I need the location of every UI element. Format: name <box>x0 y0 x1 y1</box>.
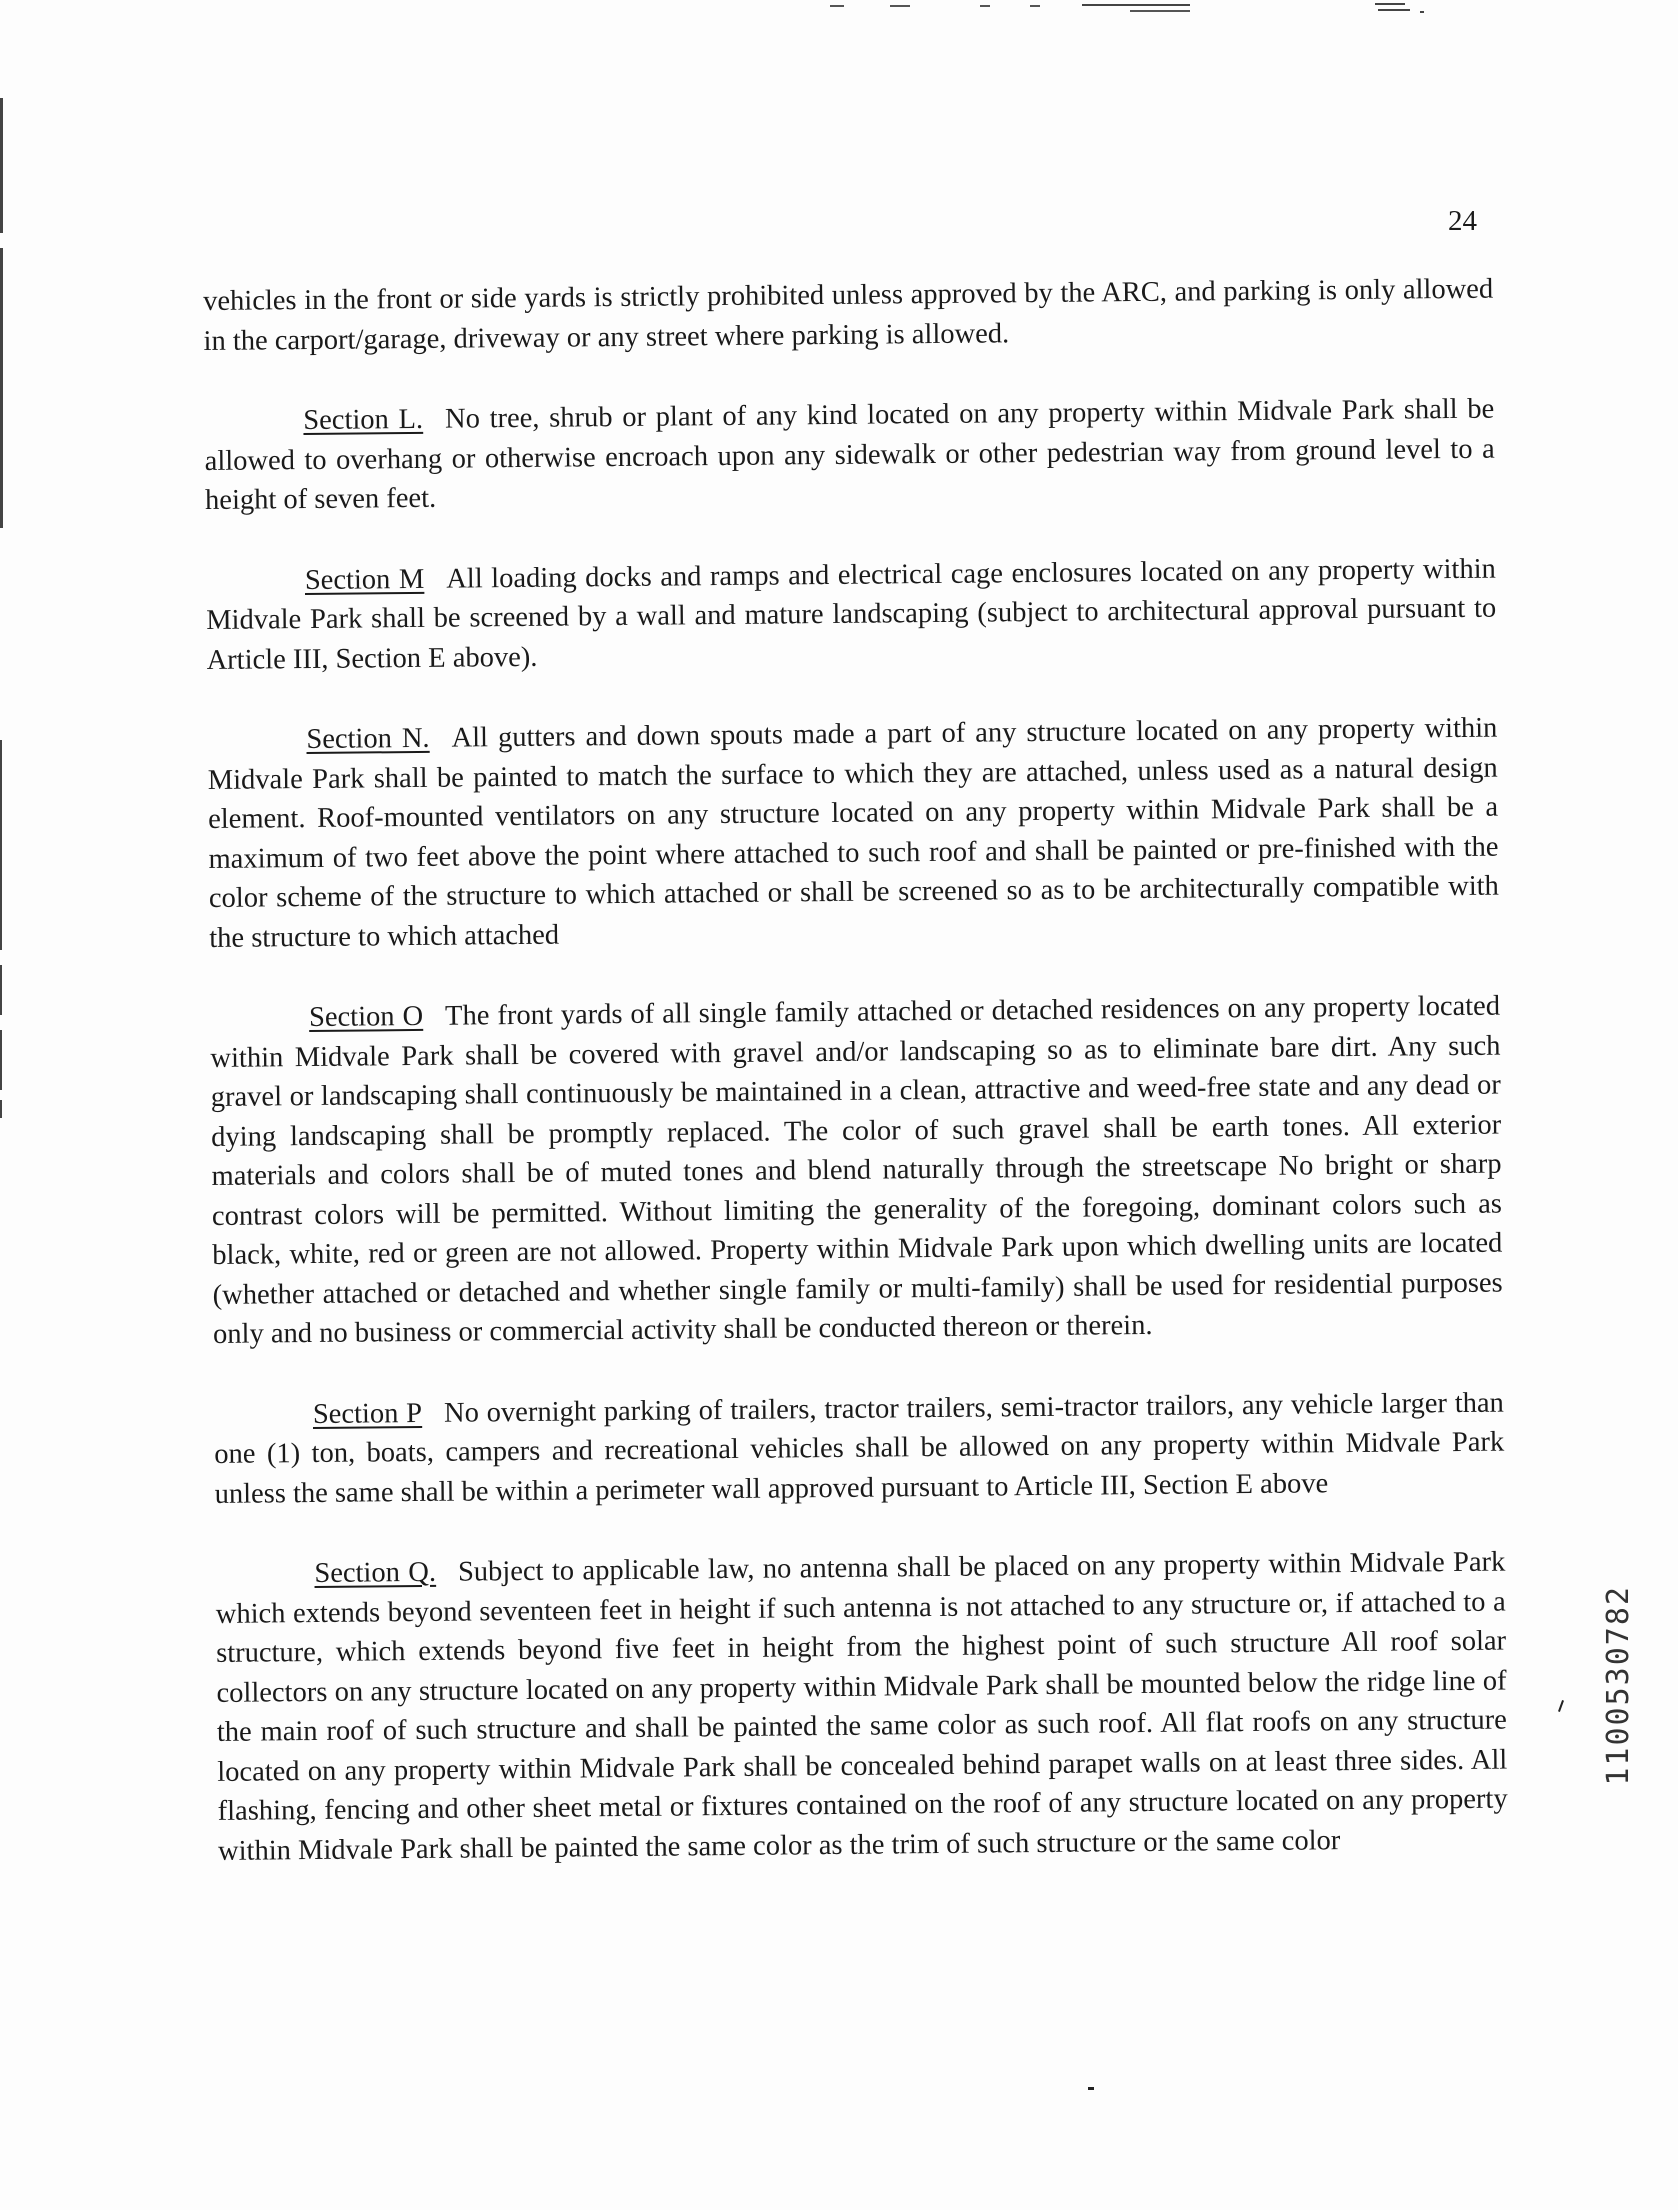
section-paragraph <box>204 390 1495 521</box>
page-number: 24 <box>1448 205 1477 237</box>
stray-mark <box>1088 2087 1094 2090</box>
section-heading: Section L. <box>303 403 424 437</box>
section-text: vehicles in the front or side yards is strictly prohibited unless approved by the ARC, and parking is only allowed in the carport/garage, driveway or any street where parking is allowed. <box>203 273 1494 357</box>
left-edge-artifact <box>0 1100 2 1118</box>
section-paragraph <box>210 987 1503 1355</box>
left-edge-artifact <box>0 1030 2 1090</box>
left-edge-artifact <box>0 248 3 528</box>
section-text: No tree, shrub or plant of any kind located on any property within Midvale Park shall be allowed to overhang or otherwise encroach upon any sidewalk or other pedestrian way from ground level to a height of seven feet. <box>204 393 1495 516</box>
scan-artifact-top <box>830 0 1450 16</box>
left-edge-artifact <box>0 965 2 1015</box>
section-text: The front yards of all single family attached or detached residences on any property located within Midvale Park shall be covered with gravel and/or landscaping so as to eliminate bare dirt. Any such gravel or landscaping shall continuously be maintained in a clean, attractive and weed-free state and any dead or dying landscaping shall be promptly replaced. The color of such gravel shall be earth tones. All exterior materials and colors shall be of muted tones and blend naturally through the streetscape No bright or sharp contrast colors will be permitted. Without limiting the generality of the foregoing, dominant colors such as black, white, red or green are not allowed. Property within Midvale Park upon which dwelling units are located (whether attached or detached and whether single family or multi-family) shall be used for residential purposes only and no business or commercial activity shall be conducted thereon or therein. <box>210 990 1503 1350</box>
continuation-paragraph <box>203 270 1494 361</box>
section-heading: Section N. <box>306 722 430 756</box>
section-text: All loading docks and ramps and electrical cage enclosures located on any property within Midvale Park shall be screened by a wall and mature landscaping (subject to architectural approval pursuant to Article III, Section E above). <box>206 553 1497 676</box>
section-paragraph <box>207 709 1499 958</box>
section-heading: Section P <box>312 1397 423 1430</box>
section-text: Subject to applicable law, no antenna shall be placed on any property within Midvale Park which extends beyond seventeen feet in height if such antenna is not attached to any structure or, if attached to a structure, which extends beyond five feet in height from the highest point of such structure All roof solar collectors on any structure located on any property within Midvale Park shall be mounted below the ridge line of the main roof of such structure and shall be painted the same color as such roof. All flat roofs on any structure located on any property within Midvale Park shall be concealed behind parapet walls on at least three sides. All flashing, fencing and other sheet metal or fixtures contained on the roof of any structure located on any property within Midvale Park shall be painted the same color as the trim of such structure or the same color <box>215 1546 1508 1867</box>
left-edge-artifact <box>0 98 3 233</box>
section-text: No overnight parking of trailers, tractor trailers, semi-tractor trailors, any vehicle larger than one (1) ton, boats, campers and recreational vehicles shall be allowed on any property within Midvale Park unless the same shall be within a perimeter wall approved pursuant to Article III, Section E above <box>214 1387 1505 1510</box>
stray-mark <box>1558 1700 1564 1712</box>
section-heading: Section M <box>304 563 425 596</box>
left-edge-artifact <box>0 740 2 950</box>
section-paragraph <box>214 1383 1505 1514</box>
section-text: All gutters and down spouts made a part of any structure located on any property within Midvale Park shall be painted to match the surface to which they are attached, unless used as a natural design element. Roof-mounted ventilators on any structure located on any property within Midvale Park shall be a maximum of two feet above the point where attached to such roof and shall be painted or pre-finished with the color scheme of the structure to which attached or shall be screened so as to be architecturally compatible with the structure to which attached <box>207 712 1500 954</box>
body-text <box>203 270 1509 1912</box>
section-heading: Section Q. <box>314 1556 437 1589</box>
section-heading: Section O <box>308 1000 424 1034</box>
bates-stamp: 1100530782 <box>1601 1585 1636 1786</box>
section-paragraph <box>215 1543 1508 1871</box>
section-paragraph <box>206 549 1497 680</box>
